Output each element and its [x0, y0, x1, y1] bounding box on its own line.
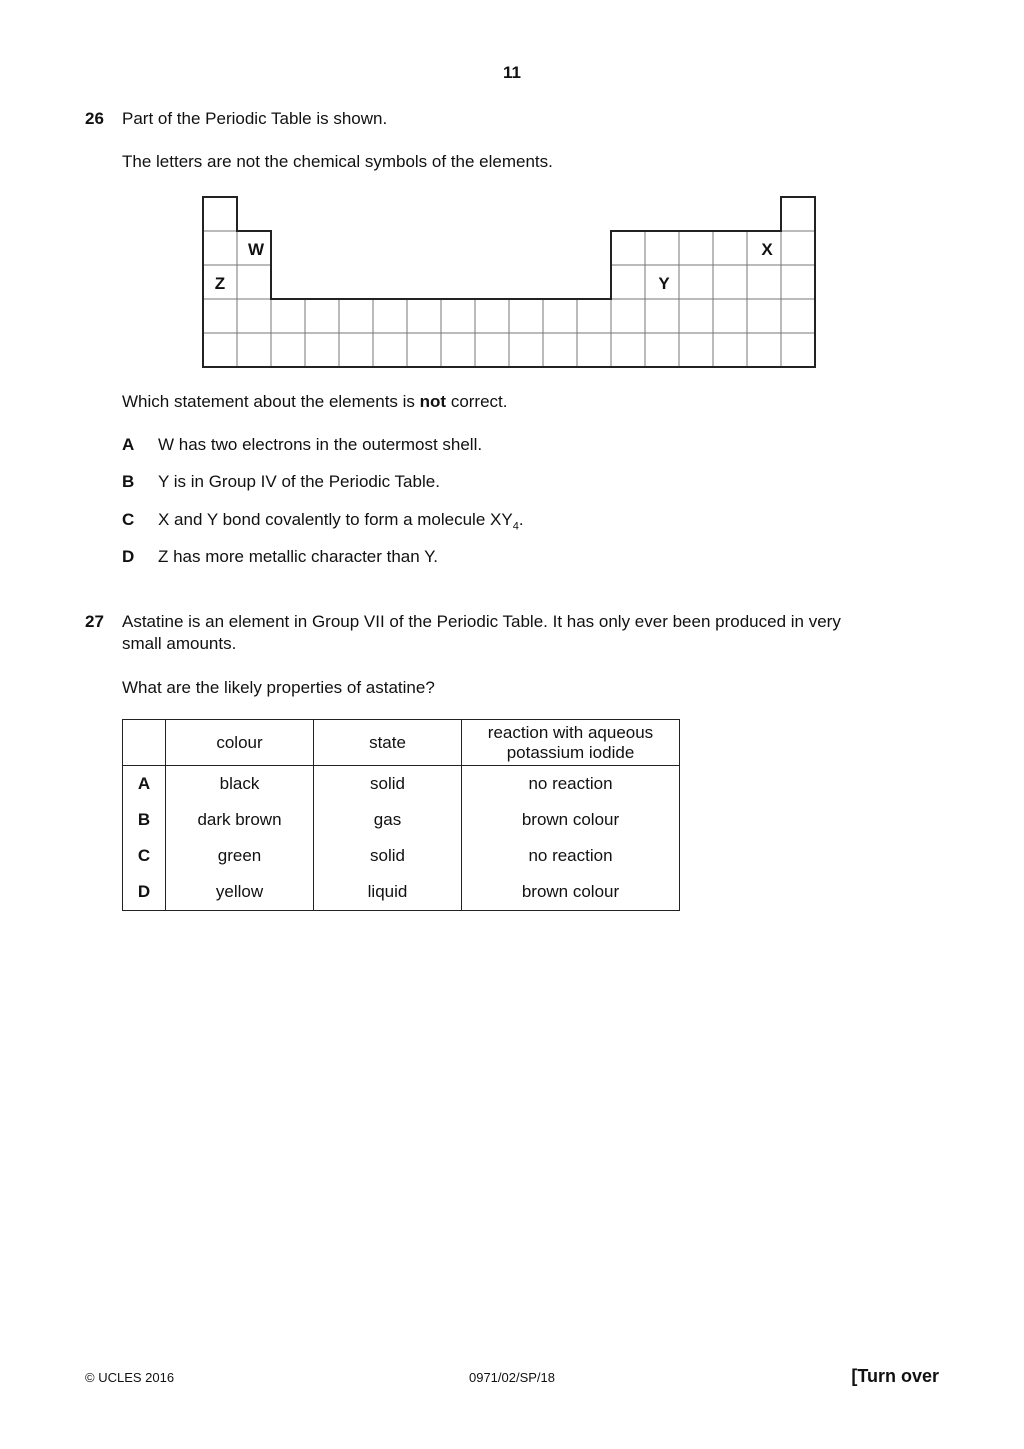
option-c-subscript: 4: [512, 520, 519, 533]
periodic-table-cell: [713, 299, 747, 333]
header-reaction-line-1: reaction with aqueous: [487, 722, 654, 742]
row-reaction: brown colour: [462, 874, 680, 911]
periodic-table-cell: [373, 299, 407, 333]
periodic-table-cell: [271, 333, 305, 367]
element-z-label: Z: [214, 274, 226, 293]
element-x-label: X: [761, 240, 773, 259]
table-row: [123, 766, 680, 803]
turn-over-label: [Turn over: [851, 1366, 939, 1386]
row-reaction: brown colour: [462, 802, 680, 838]
row-state: liquid: [314, 874, 462, 911]
footer-copyright: © UCLES 2016: [85, 1370, 175, 1385]
q26-option-c-text: [158, 510, 524, 532]
row-key: C: [123, 838, 166, 874]
stem-emphasis: not: [419, 392, 447, 411]
q26-option-a-letter: A: [122, 435, 135, 454]
table-row: [123, 802, 680, 838]
periodic-table-cell: [781, 299, 815, 333]
q26-option-b-text: Y is in Group IV of the Periodic Table.: [158, 472, 440, 491]
periodic-table-cell: [475, 299, 509, 333]
table-row: [123, 838, 680, 874]
periodic-table-cell: [645, 231, 679, 265]
row-key: B: [123, 802, 166, 838]
periodic-table-cell: [645, 299, 679, 333]
periodic-table-cell: [373, 333, 407, 367]
periodic-table-cell: [237, 299, 271, 333]
periodic-table-cell: [509, 333, 543, 367]
header-reaction: [462, 720, 680, 766]
q26-option-c-letter: C: [122, 510, 135, 529]
row-state: gas: [314, 802, 462, 838]
periodic-table-cell: [441, 333, 475, 367]
periodic-table-cell: [781, 197, 815, 231]
periodic-table-cell: [611, 333, 645, 367]
periodic-table-cell: [203, 333, 237, 367]
periodic-table-cell: [577, 333, 611, 367]
periodic-table-cell: [679, 299, 713, 333]
element-y-label: Y: [658, 274, 670, 293]
periodic-table-cell: [407, 333, 441, 367]
stem-text-end: correct.: [446, 392, 508, 411]
periodic-table-cell: [645, 333, 679, 367]
option-c-tail: .: [518, 510, 524, 529]
periodic-table-cell: [611, 265, 645, 299]
header-state: state: [314, 720, 462, 766]
periodic-table-diagram: [202, 196, 822, 370]
row-colour: green: [166, 838, 314, 874]
periodic-table-cell: [543, 299, 577, 333]
q26-option-d-letter: D: [122, 547, 135, 566]
periodic-table-cell: [441, 299, 475, 333]
periodic-table-cell: [781, 231, 815, 265]
row-colour: yellow: [166, 874, 314, 911]
question-26-note: The letters are not the chemical symbols of the elements.: [122, 152, 553, 171]
periodic-table-cell: [203, 231, 237, 265]
periodic-table-cell: [577, 299, 611, 333]
periodic-table-cell: [747, 333, 781, 367]
question-27-intro-line-2: small amounts.: [122, 634, 237, 653]
periodic-table-cell: [407, 299, 441, 333]
header-colour: colour: [166, 720, 314, 766]
row-state: solid: [314, 766, 462, 803]
periodic-table-cell: [305, 333, 339, 367]
periodic-table-cell: [237, 333, 271, 367]
question-26-stem: [122, 392, 508, 412]
periodic-table-cell: [781, 265, 815, 299]
page-number: 11: [503, 63, 521, 82]
row-colour: dark brown: [166, 802, 314, 838]
header-reaction-line-2: potassium iodide: [506, 742, 635, 762]
periodic-table-cell: [509, 299, 543, 333]
periodic-table-cell: [203, 299, 237, 333]
row-reaction: no reaction: [462, 766, 680, 803]
periodic-table-cell: [747, 299, 781, 333]
row-state: solid: [314, 838, 462, 874]
header-blank-cell: [123, 720, 166, 766]
element-w-label: W: [247, 240, 265, 259]
footer-paper-code: 0971/02/SP/18: [468, 1370, 556, 1385]
periodic-table-cell: [713, 265, 747, 299]
periodic-table-cell: [713, 231, 747, 265]
question-27-number: 27: [85, 612, 104, 631]
periodic-table-cell: [339, 333, 373, 367]
periodic-table-grid: [203, 197, 815, 367]
row-colour: black: [166, 766, 314, 803]
periodic-table-cell: [203, 197, 237, 231]
q26-option-b-letter: B: [122, 472, 135, 491]
periodic-table-cell: [475, 333, 509, 367]
option-c-main: X and Y bond covalently to form a molecule XY: [158, 510, 513, 529]
periodic-table-cell: [679, 265, 713, 299]
question-27-question: What are the likely properties of astatine?: [122, 678, 435, 697]
periodic-table-cell: [237, 265, 271, 299]
row-reaction: no reaction: [462, 838, 680, 874]
periodic-table-cell: [679, 231, 713, 265]
astatine-properties-table: [122, 719, 680, 911]
table-row: [123, 874, 680, 911]
periodic-table-cell: [747, 265, 781, 299]
periodic-table-cell: [271, 299, 305, 333]
question-26-number: 26: [85, 109, 104, 128]
row-key: D: [123, 874, 166, 911]
q26-option-a-text: W has two electrons in the outermost shell.: [158, 435, 483, 454]
periodic-table-cell: [713, 333, 747, 367]
periodic-table-cell: [305, 299, 339, 333]
periodic-table-cell: [611, 299, 645, 333]
q26-option-d-text: Z has more metallic character than Y.: [158, 547, 439, 566]
row-key: A: [123, 766, 166, 803]
periodic-table-cell: [339, 299, 373, 333]
periodic-table-cell: [611, 231, 645, 265]
stem-text-start: Which statement about the elements is: [122, 392, 420, 411]
periodic-table-cell: [679, 333, 713, 367]
periodic-table-cell: [543, 333, 577, 367]
periodic-table-cell: [781, 333, 815, 367]
question-27-intro-line-1: Astatine is an element in Group VII of the Periodic Table. It has only ever been produced in very: [122, 612, 841, 631]
question-26-intro: Part of the Periodic Table is shown.: [122, 109, 388, 128]
table-header-row: [123, 720, 680, 766]
